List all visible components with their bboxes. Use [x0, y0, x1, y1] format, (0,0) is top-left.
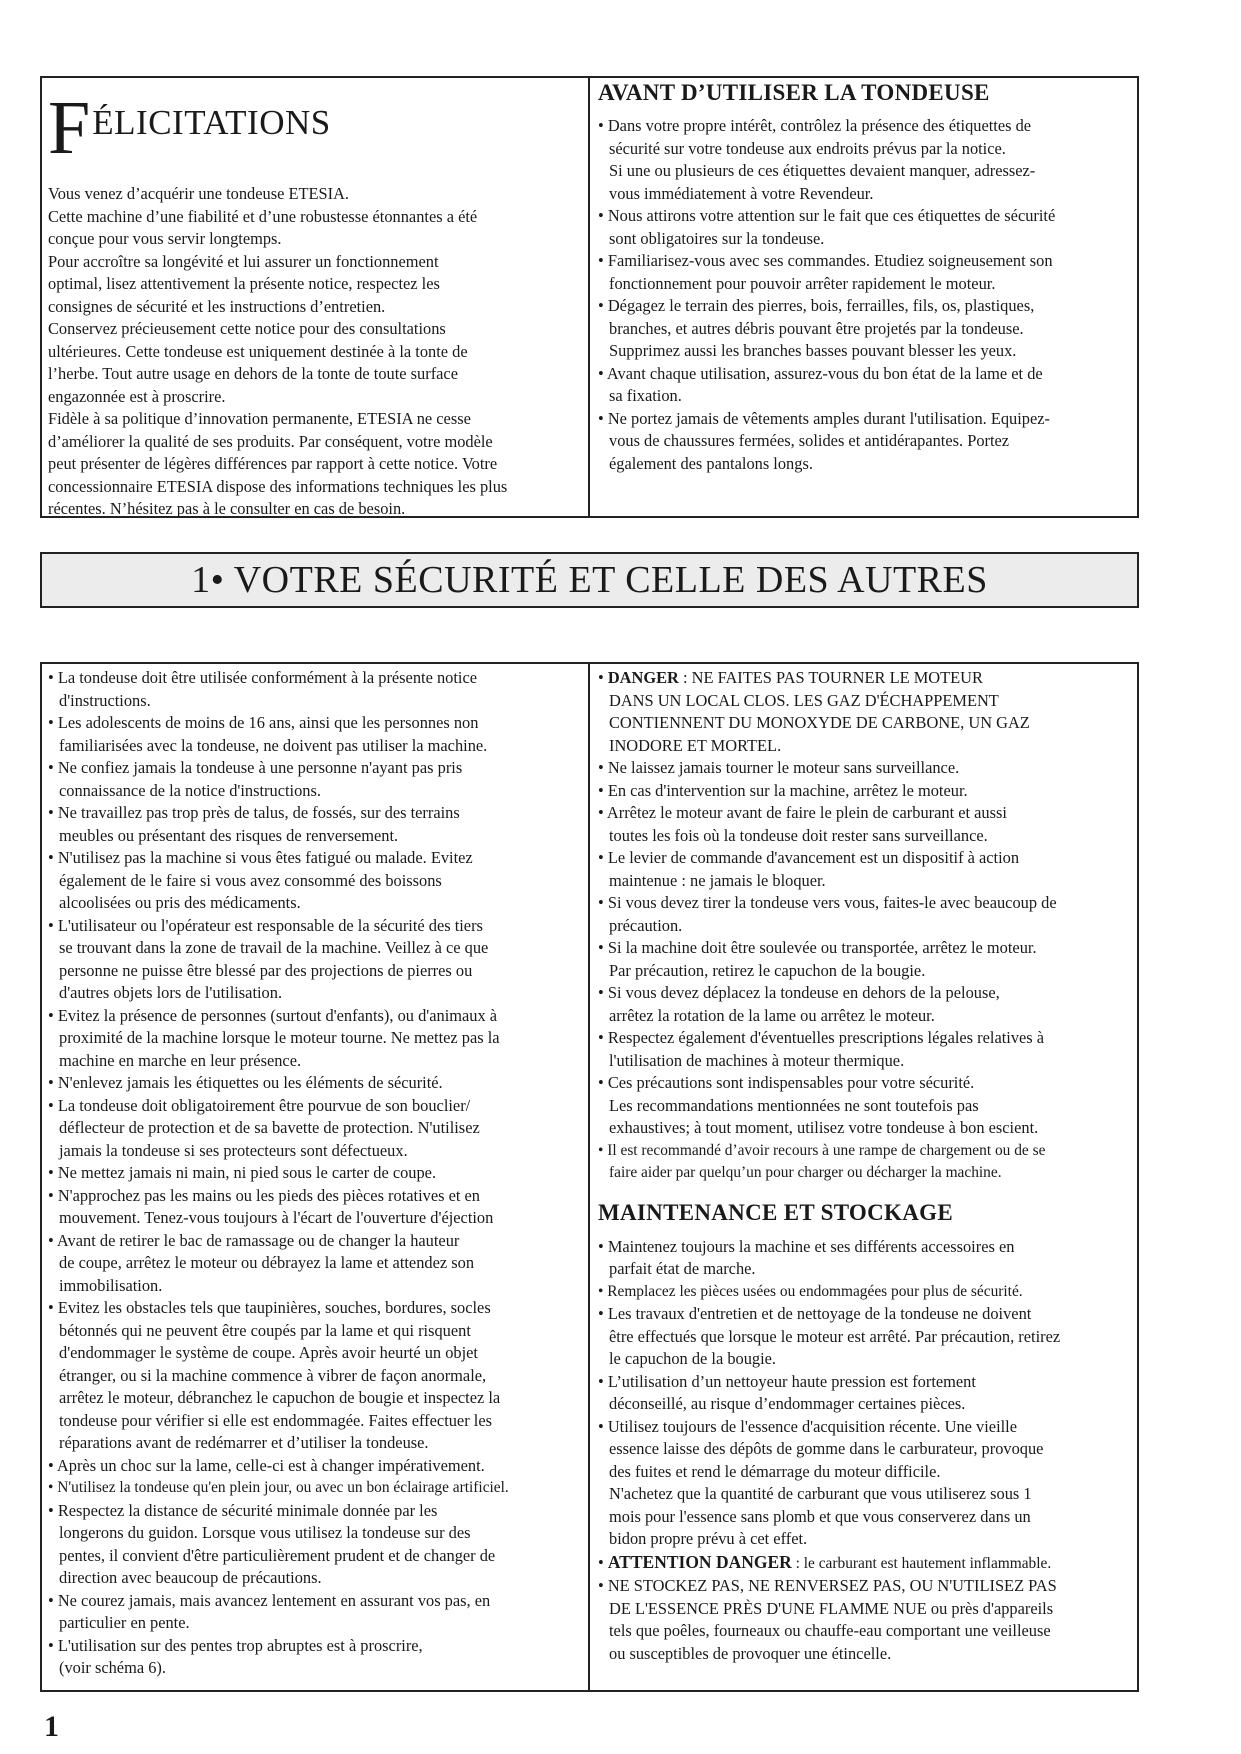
- text-line: • Avant de retirer le bac de ramassage ou de changer la hauteur: [48, 1230, 460, 1250]
- text-line: direction avec beaucoup de précautions.: [59, 1568, 322, 1587]
- text-line: • Si vous devez déplacez la tondeuse en dehors de la pelouse,: [598, 983, 1000, 1002]
- text-line: immobilisation.: [59, 1275, 163, 1295]
- text-line: • Si vous devez tirer la tondeuse vers vous, faites-le avec beaucoup de: [598, 893, 1057, 912]
- text-line: • N'utilisez pas la machine si vous êtes fatigué ou malade. Evitez: [48, 848, 473, 867]
- text-line: ou susceptibles de provoquer une étincelle.: [609, 1643, 892, 1663]
- danger-block: [598, 667, 1138, 757]
- text-line: Conservez précieusement cette notice pour des consultations: [48, 319, 446, 338]
- column-divider-bottom: [588, 664, 590, 1690]
- top-box: [40, 76, 1139, 518]
- text-line: • Ne laissez jamais tourner le moteur sans surveillance.: [598, 758, 960, 777]
- text-line: faire aider par quelqu’un pour charger ou décharger la machine.: [609, 1164, 1002, 1181]
- text-line: Fidèle à sa politique d’innovation permanente, ETESIA ne cesse: [48, 409, 471, 428]
- text-line: réparations avant de redémarrer et d’utiliser la tondeuse.: [59, 1433, 429, 1452]
- danger-rest: [598, 690, 1138, 758]
- text-line: sécurité sur votre tondeuse aux endroits prévus par la notice.: [609, 138, 1006, 158]
- text-line: CONTIENNENT DU MONOXYDE DE CARBONE, UN GAZ: [609, 713, 1030, 732]
- text-line: être effectués que lorsque le moteur est arrêté. Par précaution, retirez: [609, 1326, 1061, 1346]
- text-line: déflecteur de protection et de sa bavette de protection. N'utilisez: [59, 1118, 480, 1137]
- text-line: • Ne travaillez pas trop près de talus, de fossés, sur des terrains: [48, 803, 460, 822]
- text-line: • Ne mettez jamais ni main, ni pied sous le carter de coupe.: [48, 1163, 437, 1182]
- attention-label: ATTENTION DANGER: [607, 1551, 792, 1572]
- text-line: familiarisées avec la tondeuse, ne doivent pas utiliser la machine.: [59, 735, 488, 755]
- text-line: arrêtez la rotation de la lame ou arrêtez le moteur.: [609, 1005, 935, 1025]
- avant-heading: AVANT D’UTILISER LA TONDEUSE: [598, 80, 990, 105]
- maintenance-text: [598, 1236, 1138, 1551]
- text-line: • Respectez la distance de sécurité minimale donnée par les: [48, 1500, 438, 1520]
- text-line: • L’utilisation d’un nettoyeur haute pression est fortement: [598, 1371, 976, 1391]
- right-safety-text: [598, 757, 1138, 1185]
- text-line: également de le faire si vous avez consommé des boissons: [59, 870, 442, 890]
- column-divider: [588, 78, 590, 516]
- text-line: Vous venez d’acquérir une tondeuse ETESIA.: [48, 184, 350, 203]
- text-line: longerons du guidon. Lorsque vous utilisez la tondeuse sur des: [59, 1523, 471, 1542]
- text-line: • Ne courez jamais, mais avancez lentement en assurant vos pas, en: [48, 1590, 491, 1610]
- text-line: • La tondeuse doit être utilisée conformément à la présente notice: [48, 668, 477, 687]
- text-line: tels que poêles, fourneaux ou chauffe-eau comportant une veilleuse: [609, 1621, 1051, 1640]
- text-line: fonctionnement pour pouvoir arrêter rapidement le moteur.: [609, 273, 996, 293]
- text-line: • Respectez également d'éventuelles prescriptions légales relatives à: [598, 1028, 1045, 1047]
- maintenance-heading: MAINTENANCE ET STOCKAGE: [598, 1199, 953, 1225]
- text-line: Les recommandations mentionnées ne sont toutefois pas: [609, 1095, 979, 1115]
- page-number: 1: [44, 1710, 59, 1743]
- text-line: vous de chaussures fermées, solides et antidérapantes. Portez: [609, 431, 1010, 450]
- text-line: • Dans votre propre intérêt, contrôlez la présence des étiquettes de: [598, 116, 1032, 135]
- text-line: récentes. N’hésitez pas à le consulter en cas de besoin.: [48, 499, 406, 518]
- text-line: l’herbe. Tout autre usage en dehors de la tonte de toute surface: [48, 364, 458, 383]
- text-line: • Si la machine doit être soulevée ou transportée, arrêtez le moteur.: [598, 938, 1037, 957]
- text-line: pentes, il convient d'être particulièrement prudent et de changer de: [59, 1545, 496, 1565]
- danger-label: DANGER: [607, 668, 679, 687]
- text-line: des fuites et rend le démarrage du moteur difficile.: [609, 1461, 941, 1481]
- section-title: 1• VOTRE SÉCURITÉ ET CELLE DES AUTRES: [191, 559, 988, 601]
- text-line: optimal, lisez attentivement la présente notice, respectez les: [48, 274, 440, 293]
- text-line: mois pour l'essence sans plomb et que vous conserverez dans un: [609, 1506, 1031, 1526]
- danger-first-line: : NE FAITES PAS TOURNER LE MOTEUR: [678, 668, 983, 687]
- text-line: INODORE ET MORTEL.: [609, 735, 782, 755]
- text-line: • Après un choc sur la lame, celle-ci est à changer impérativement.: [48, 1455, 485, 1475]
- text-line: personne ne puisse être blessé par des projections de pierres ou: [59, 960, 473, 980]
- text-line: d'autres objets lors de l'utilisation.: [59, 983, 283, 1002]
- text-line: également des pantalons longs.: [609, 453, 813, 473]
- text-line: maintenue : ne jamais le bloquer.: [609, 870, 826, 890]
- text-line: • L'utilisation sur des pentes trop abruptes est à proscrire,: [48, 1635, 423, 1655]
- title-dropcap: F: [48, 86, 91, 170]
- text-line: • N'approchez pas les mains ou les pieds des pièces rotatives et en: [48, 1185, 480, 1205]
- text-line: exhaustives; à tout moment, utilisez votre tondeuse à bon escient.: [609, 1118, 1039, 1137]
- text-line: jamais la tondeuse si ses protecteurs sont défectueux.: [59, 1140, 408, 1160]
- text-line: • Dégagez le terrain des pierres, bois, ferrailles, fils, os, plastiques,: [598, 296, 1035, 315]
- text-line: essence laisse des dépôts de gomme dans le carburateur, provoque: [609, 1439, 1044, 1458]
- text-line: tondeuse pour vérifier si elle est endommagée. Faites effectuer les: [59, 1410, 492, 1430]
- text-line: machine en marche en leur présence.: [59, 1050, 302, 1070]
- text-line: étranger, ou si la machine commence à vibrer de façon anormale,: [59, 1365, 487, 1385]
- text-line: bidon propre prévu à cet effet.: [609, 1529, 808, 1548]
- text-line: arrêtez le moteur, débranchez le capuchon de bougie et inspectez la: [59, 1388, 501, 1407]
- text-line: déconseillé, au risque d’endommager certaines pièces.: [609, 1394, 966, 1413]
- text-line: se trouvant dans la zone de travail de la machine. Veillez à ce que: [59, 938, 489, 957]
- left-safety-text: [48, 667, 588, 1680]
- text-line: sa fixation.: [609, 386, 682, 405]
- text-line: • En cas d'intervention sur la machine, arrêtez le moteur.: [598, 780, 968, 800]
- bottom-box: [40, 662, 1139, 1692]
- text-line: DANS UN LOCAL CLOS. LES GAZ D'ÉCHAPPEMENT: [609, 690, 999, 710]
- text-line: • Les travaux d'entretien et de nettoyage de la tondeuse ne doivent: [598, 1304, 1032, 1323]
- text-line: (voir schéma 6).: [59, 1658, 166, 1677]
- text-line: ultérieures. Cette tondeuse est uniquement destinée à la tonte de: [48, 341, 468, 361]
- text-line: peut présenter de légères différences par rapport à cette notice. Votre: [48, 454, 498, 473]
- text-line: particulier en pente.: [59, 1613, 190, 1632]
- text-line: • Evitez la présence de personnes (surtout d'enfants), ou d'animaux à: [48, 1005, 498, 1025]
- text-line: le capuchon de la bougie.: [609, 1349, 777, 1368]
- attention-rest: : le carburant est hautement inflammable.: [791, 1554, 1052, 1572]
- text-line: bétonnés qui ne peuvent être coupés par la lame et qui risquent: [59, 1320, 471, 1340]
- storage-warning-text: [598, 1575, 1138, 1665]
- text-line: • N'utilisez la tondeuse qu'en plein jour, ou avec un bon éclairage artificiel.: [48, 1479, 509, 1496]
- attention-line: • ATTENTION DANGER : le carburant est hautement inflammable.: [598, 1551, 1052, 1572]
- right-safety-column: [598, 664, 1138, 1690]
- left-safety-column: [48, 664, 588, 1690]
- text-line: Si une ou plusieurs de ces étiquettes devaient manquer, adressez-: [609, 161, 1036, 180]
- text-line: d’améliorer la qualité de ses produits. Par conséquent, votre modèle: [48, 431, 493, 451]
- text-line: • Ces précautions sont indispensables pour votre sécurité.: [598, 1073, 975, 1092]
- text-line: conçue pour vous servir longtemps.: [48, 229, 282, 248]
- text-line: vous immédiatement à votre Revendeur.: [609, 183, 874, 203]
- text-line: Pour accroître sa longévité et lui assurer un fonctionnement: [48, 251, 439, 271]
- text-line: • Ne confiez jamais la tondeuse à une personne n'ayant pas pris: [48, 758, 463, 777]
- text-line: • Arrêtez le moteur avant de faire le plein de carburant et aussi: [598, 803, 1007, 822]
- text-line: • La tondeuse doit obligatoirement être pourvue de son bouclier/: [48, 1095, 471, 1115]
- text-line: • Maintenez toujours la machine et ses différents accessoires en: [598, 1236, 1015, 1256]
- danger-line: • DANGER : NE FAITES PAS TOURNER LE MOTEUR: [598, 668, 983, 687]
- title-rest: ÉLICITATIONS: [92, 103, 331, 142]
- text-line: • NE STOCKEZ PAS, NE RENVERSEZ PAS, OU N'UTILISEZ PAS: [598, 1576, 1057, 1595]
- text-line: parfait état de marche.: [609, 1259, 756, 1278]
- text-line: l'utilisation de machines à moteur thermique.: [609, 1050, 905, 1070]
- text-line: proximité de la machine lorsque le moteur tourne. Ne mettez pas la: [59, 1028, 500, 1047]
- text-line: consignes de sécurité et les instructions d’entretien.: [48, 296, 386, 316]
- felicitations-text: [48, 183, 588, 521]
- text-line: concessionnaire ETESIA dispose des informations techniques les plus: [48, 476, 508, 496]
- text-line: meubles ou présentant des risques de renversement.: [59, 825, 399, 845]
- text-line: Supprimez aussi les branches basses pouvant blesser les yeux.: [609, 341, 1017, 360]
- text-line: • Les adolescents de moins de 16 ans, ainsi que les personnes non: [48, 713, 479, 732]
- text-line: de coupe, arrêtez le moteur ou débrayez la lame et attendez son: [59, 1253, 475, 1272]
- text-line: toutes les fois où la tondeuse doit rester sans surveillance.: [609, 825, 988, 845]
- text-line: • Evitez les obstacles tels que taupinières, souches, bordures, socles: [48, 1298, 491, 1317]
- text-line: connaissance de la notice d'instructions.: [59, 780, 321, 800]
- felicitations-column: [48, 78, 588, 516]
- text-line: précaution.: [609, 915, 683, 935]
- text-line: • Ne portez jamais de vêtements amples durant l'utilisation. Equipez-: [598, 408, 1051, 428]
- text-line: engazonnée est à proscrire.: [48, 386, 226, 406]
- text-line: • Il est recommandé d’avoir recours à une rampe de chargement ou de se: [598, 1141, 1046, 1159]
- text-line: N'achetez que la quantité de carburant que vous utiliserez sous 1: [609, 1484, 1032, 1503]
- text-line: Cette machine d’une fiabilité et d’une robustesse étonnantes a été: [48, 206, 478, 226]
- text-line: • Familiarisez-vous avec ses commandes. Etudiez soigneusement son: [598, 251, 1053, 270]
- text-line: • Utilisez toujours de l'essence d'acquisition récente. Une vieille: [598, 1416, 1018, 1436]
- text-line: DE L'ESSENCE PRÈS D'UNE FLAMME NUE ou près d'appareils: [609, 1598, 1054, 1618]
- text-line: • L'utilisateur ou l'opérateur est responsable de la sécurité des tiers: [48, 915, 483, 935]
- text-line: • Le levier de commande d'avancement est un dispositif à action: [598, 848, 1020, 867]
- text-line: d'instructions.: [59, 690, 151, 710]
- text-line: • Nous attirons votre attention sur le fait que ces étiquettes de sécurité: [598, 206, 1056, 225]
- text-line: Par précaution, retirez le capuchon de la bougie.: [609, 960, 926, 980]
- text-line: mouvement. Tenez-vous toujours à l'écart de l'ouverture d'éjection: [59, 1208, 494, 1227]
- felicitations-title: [48, 86, 588, 170]
- text-line: sont obligatoires sur la tondeuse.: [609, 228, 825, 248]
- text-line: alcoolisées ou pris des médicaments.: [59, 893, 301, 912]
- section-banner: [40, 552, 1139, 608]
- text-line: • Remplacez les pièces usées ou endommagées pour plus de sécurité.: [598, 1282, 1023, 1300]
- text-line: branches, et autres débris pouvant être projetés par la tondeuse.: [609, 318, 1024, 338]
- text-line: • Avant chaque utilisation, assurez-vous du bon état de la lame et de: [598, 363, 1043, 383]
- avant-text: [598, 115, 1138, 475]
- text-line: • N'enlevez jamais les étiquettes ou les éléments de sécurité.: [48, 1073, 443, 1092]
- text-line: d'endommager le système de coupe. Après avoir heurté un objet: [59, 1343, 478, 1362]
- avant-column: [598, 78, 1138, 516]
